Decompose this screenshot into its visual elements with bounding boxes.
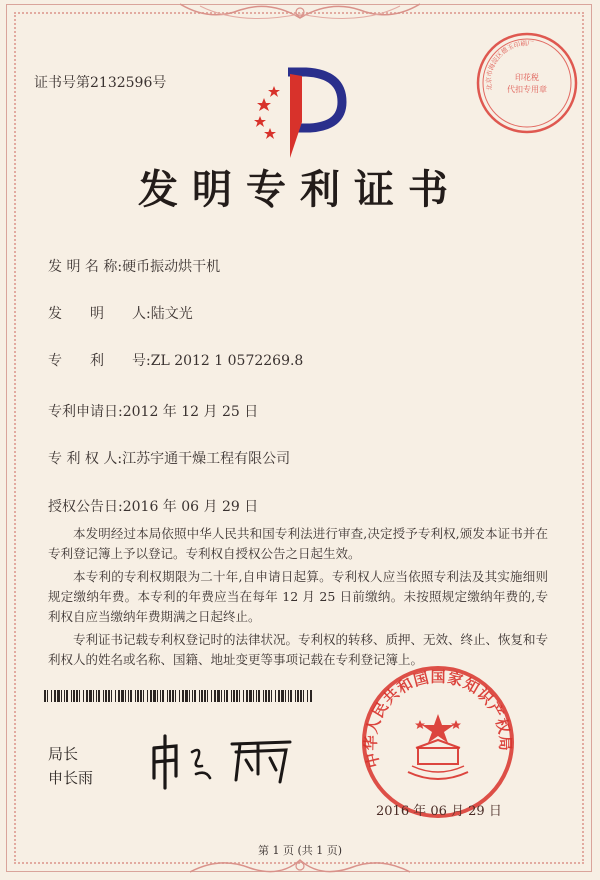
grant-date-label: 授权公告日: bbox=[48, 499, 123, 515]
barcode-bar bbox=[249, 690, 252, 702]
barcode-bar bbox=[221, 690, 222, 702]
barcode-bar bbox=[172, 690, 174, 702]
seal-date: 2016 年 06 月 29 日 bbox=[376, 804, 502, 819]
barcode-bar bbox=[239, 690, 240, 702]
barcode-bar bbox=[175, 690, 176, 702]
barcode-bar bbox=[93, 690, 94, 702]
barcode-bar bbox=[86, 690, 88, 702]
barcode-bar bbox=[211, 690, 212, 702]
barcode-bar bbox=[137, 690, 139, 702]
barcode-bar bbox=[130, 690, 132, 702]
barcode-bar bbox=[125, 690, 126, 702]
barcode-bar bbox=[103, 690, 104, 702]
seal-text: 中华人民共和国国家知识产权局 bbox=[361, 668, 515, 770]
patent-number-label: 专 利 号: bbox=[48, 353, 151, 369]
page-title: 发明专利证书 bbox=[138, 167, 462, 213]
stamp-duty-seal bbox=[474, 30, 580, 136]
barcode-bar bbox=[207, 690, 208, 702]
top-ornament bbox=[180, 0, 420, 26]
barcode-bar bbox=[96, 690, 97, 702]
barcode-bar bbox=[111, 690, 112, 702]
barcode-bar bbox=[217, 690, 220, 702]
filing-date-value: 2012 年 12 月 25 日 bbox=[122, 404, 259, 420]
barcode-bar bbox=[51, 690, 52, 702]
barcode-bar bbox=[115, 690, 116, 702]
barcode-bar bbox=[157, 690, 158, 702]
barcode-bar bbox=[263, 690, 264, 702]
barcode-bar bbox=[303, 690, 304, 702]
patent-number-row bbox=[48, 350, 303, 370]
barcode-bar bbox=[54, 690, 56, 702]
director-title: 局长 bbox=[48, 745, 79, 763]
barcode-bar bbox=[76, 690, 78, 702]
barcode-bar bbox=[98, 690, 100, 702]
barcode-bar bbox=[258, 690, 260, 702]
barcode-bar bbox=[143, 690, 144, 702]
barcode-bar bbox=[233, 690, 235, 702]
barcode-bar bbox=[288, 690, 289, 702]
barcode-bar bbox=[300, 690, 302, 702]
svg-text:印花税: 印花税 bbox=[515, 73, 539, 82]
invention-name-row bbox=[48, 256, 220, 276]
patent-office-logo-icon bbox=[250, 62, 355, 162]
barcode-bar bbox=[147, 690, 148, 702]
barcode-bar bbox=[275, 690, 276, 702]
barcode-bar bbox=[243, 690, 244, 702]
grant-date-value: 2016 年 06 月 29 日 bbox=[122, 499, 259, 515]
barcode-bar bbox=[271, 690, 272, 702]
barcode-bar bbox=[192, 690, 193, 702]
barcode-bar bbox=[295, 690, 296, 702]
barcode-bar bbox=[160, 690, 161, 702]
barcode-bar bbox=[214, 690, 216, 702]
director-signature bbox=[140, 730, 310, 790]
barcode-bar bbox=[253, 690, 254, 702]
barcode-bar bbox=[182, 690, 184, 702]
inventor-row bbox=[48, 303, 193, 323]
barcode-bar bbox=[246, 690, 248, 702]
patentee-label: 专 利 权 人: bbox=[48, 451, 123, 467]
page-number: 第 1 页 (共 1 页) bbox=[257, 844, 343, 857]
barcode-bar bbox=[268, 690, 270, 702]
barcode-bar bbox=[57, 690, 60, 702]
barcode-bar bbox=[66, 690, 68, 702]
barcode-bar bbox=[128, 690, 129, 702]
inventor-label: 发 明 人: bbox=[48, 306, 151, 322]
barcode-bar bbox=[281, 690, 284, 702]
barcode-bar bbox=[278, 690, 280, 702]
invention-name-value: 硬币振动烘干机 bbox=[122, 259, 221, 275]
patent-number-value: ZL 2012 1 0572269.8 bbox=[150, 353, 304, 369]
barcode-bar bbox=[307, 690, 308, 702]
barcode-bar bbox=[285, 690, 286, 702]
barcode bbox=[44, 690, 312, 702]
barcode-bar bbox=[135, 690, 136, 702]
barcode-bar bbox=[89, 690, 92, 702]
barcode-bar bbox=[204, 690, 206, 702]
barcode-bar bbox=[64, 690, 65, 702]
barcode-bar bbox=[256, 690, 257, 702]
barcode-bar bbox=[153, 690, 156, 702]
certificate-body bbox=[48, 524, 548, 673]
barcode-bar bbox=[199, 690, 200, 702]
invention-name-label: 发 明 名 称: bbox=[48, 259, 123, 275]
body-paragraph: 本专利的专利权期限为二十年,自申请日起算。专利权人应当依照专利法及其实施细则规定缴纳年费。本专利的年费应当在每年 12 月 25 日前缴纳。未按照规定缴纳年费的,专利权自应当缴纳年费期满之日起终止。 bbox=[48, 569, 548, 624]
barcode-bar bbox=[83, 690, 84, 702]
filing-date-label: 专利申请日: bbox=[48, 404, 123, 420]
barcode-bar bbox=[73, 690, 75, 702]
barcode-bar bbox=[224, 690, 225, 702]
patentee-value: 江苏宇通干燥工程有限公司 bbox=[122, 451, 291, 467]
svg-text:代扣专用章: 代扣专用章 bbox=[507, 85, 547, 94]
barcode-bar bbox=[290, 690, 292, 702]
barcode-bar bbox=[179, 690, 180, 702]
barcode-bar bbox=[121, 690, 124, 702]
barcode-bar bbox=[105, 690, 107, 702]
barcode-bar bbox=[47, 690, 48, 702]
director-name: 申长雨 bbox=[48, 769, 94, 787]
barcode-bar bbox=[236, 690, 238, 702]
barcode-bar bbox=[118, 690, 120, 702]
barcode-bar bbox=[297, 690, 299, 702]
barcode-bar bbox=[189, 690, 190, 702]
barcode-bar bbox=[226, 690, 228, 702]
barcode-bar bbox=[44, 690, 46, 702]
grant-date-row bbox=[48, 496, 258, 516]
body-paragraph: 本发明经过本局依照中华人民共和国专利法进行审查,决定授予专利权,颁发本证书并在专利登记簿上予以登记。专利权自授权公告之日起生效。 bbox=[48, 526, 548, 561]
filing-date-row bbox=[48, 401, 258, 421]
certificate-number: 证书号第2132596号 bbox=[34, 75, 167, 91]
barcode-bar bbox=[265, 690, 267, 702]
barcode-bar bbox=[108, 690, 110, 702]
patentee-row bbox=[48, 448, 290, 468]
barcode-bar bbox=[231, 690, 232, 702]
svg-text:北京市海淀区德玉印刷厂: 北京市海淀区德玉印刷厂 bbox=[484, 39, 535, 91]
barcode-bar bbox=[150, 690, 152, 702]
barcode-bar bbox=[169, 690, 171, 702]
barcode-bar bbox=[140, 690, 142, 702]
barcode-bar bbox=[162, 690, 164, 702]
barcode-bar bbox=[71, 690, 72, 702]
barcode-bar bbox=[61, 690, 62, 702]
barcode-bar bbox=[167, 690, 168, 702]
barcode-bar bbox=[79, 690, 80, 702]
barcode-bar bbox=[194, 690, 196, 702]
national-ip-administration-seal bbox=[358, 662, 518, 822]
body-paragraph: 专利证书记载专利权登记时的法律状况。专利权的转移、质押、无效、终止、恢复和专利权人的姓名或名称、国籍、地址变更等事项记载在专利登记簿上。 bbox=[48, 632, 549, 667]
barcode-bar bbox=[185, 690, 188, 702]
barcode-bar bbox=[310, 690, 312, 702]
barcode-bar bbox=[201, 690, 203, 702]
inventor-value: 陆文光 bbox=[150, 306, 193, 322]
